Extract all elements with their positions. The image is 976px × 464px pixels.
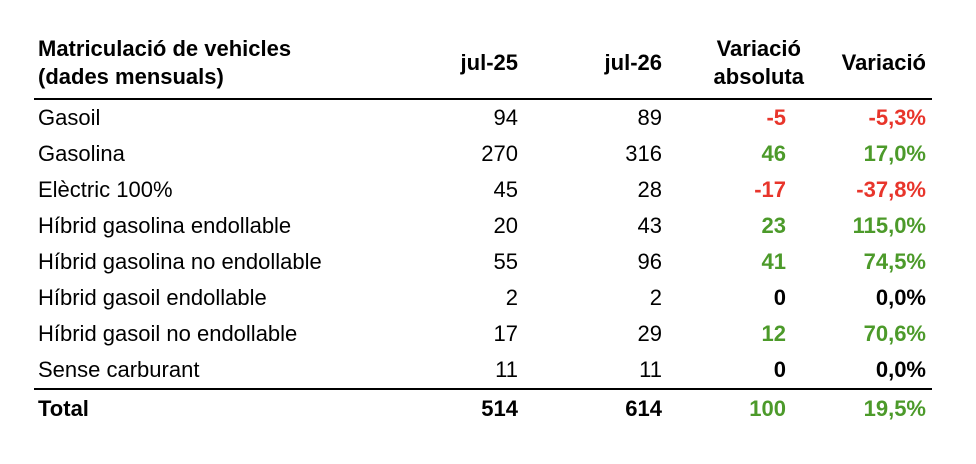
header-curr: jul-26 xyxy=(604,50,662,75)
total-curr: 614 xyxy=(625,396,662,421)
table-row xyxy=(34,136,932,172)
row-curr: 43 xyxy=(637,213,662,238)
row-prev: 20 xyxy=(493,213,518,238)
row-curr: 29 xyxy=(637,321,662,346)
table-row xyxy=(34,352,932,388)
row-prev: 11 xyxy=(495,357,518,382)
row-pct: 74,5% xyxy=(863,249,926,274)
table-row xyxy=(34,316,932,352)
table-row xyxy=(34,172,932,208)
total-label: Total xyxy=(38,396,89,421)
row-label: Gasoil xyxy=(38,105,101,130)
row-prev: 55 xyxy=(493,249,518,274)
row-pct: -37,8% xyxy=(856,177,926,202)
row-prev: 2 xyxy=(505,285,518,310)
row-curr: 316 xyxy=(625,141,662,166)
header-title xyxy=(38,28,291,98)
row-abs: 12 xyxy=(761,321,786,346)
row-label: Sense carburant xyxy=(38,357,200,382)
row-label: Híbrid gasoil endollable xyxy=(38,285,267,310)
row-pct: -5,3% xyxy=(868,105,926,130)
table-row xyxy=(34,208,932,244)
header-title-line2: (dades mensuals) xyxy=(38,64,224,89)
table-row xyxy=(34,280,932,316)
header-title-line1: Matriculació de vehicles xyxy=(38,36,292,61)
header-abs-line1: Variació xyxy=(716,36,801,61)
row-curr: 28 xyxy=(637,177,662,202)
row-prev: 45 xyxy=(493,177,518,202)
total-pct: 19,5% xyxy=(863,396,926,421)
row-label: Híbrid gasolina no endollable xyxy=(38,249,322,274)
row-pct: 17,0% xyxy=(863,141,926,166)
row-label: Elèctric 100% xyxy=(38,177,173,202)
row-prev: 270 xyxy=(481,141,518,166)
row-curr: 11 xyxy=(639,357,662,382)
table-header xyxy=(34,28,932,100)
total-row xyxy=(34,388,932,428)
row-label: Híbrid gasoil no endollable xyxy=(38,321,298,346)
total-prev: 514 xyxy=(481,396,518,421)
row-abs: 41 xyxy=(761,249,786,274)
row-abs: -17 xyxy=(754,177,786,202)
row-label: Híbrid gasolina endollable xyxy=(38,213,292,238)
row-label: Gasolina xyxy=(38,141,125,166)
vehicle-registration-table xyxy=(34,28,932,428)
row-curr: 96 xyxy=(637,249,662,274)
header-abs xyxy=(714,28,804,98)
row-curr: 89 xyxy=(637,105,662,130)
row-abs: 23 xyxy=(761,213,786,238)
row-prev: 94 xyxy=(493,105,518,130)
row-pct: 0,0% xyxy=(875,285,926,310)
table-body xyxy=(34,100,932,388)
row-abs: -5 xyxy=(766,105,786,130)
total-abs: 100 xyxy=(749,396,786,421)
header-prev: jul-25 xyxy=(460,50,518,75)
row-curr: 2 xyxy=(649,285,662,310)
row-pct: 115,0% xyxy=(852,213,926,238)
row-abs: 0 xyxy=(773,357,786,382)
table-row xyxy=(34,244,932,280)
table-row xyxy=(34,100,932,136)
row-abs: 0 xyxy=(773,285,786,310)
row-abs: 46 xyxy=(761,141,786,166)
row-pct: 0,0% xyxy=(875,357,926,382)
row-pct: 70,6% xyxy=(863,321,926,346)
header-abs-line2: absoluta xyxy=(713,64,804,89)
header-pct: Variació xyxy=(841,50,926,75)
row-prev: 17 xyxy=(493,321,518,346)
